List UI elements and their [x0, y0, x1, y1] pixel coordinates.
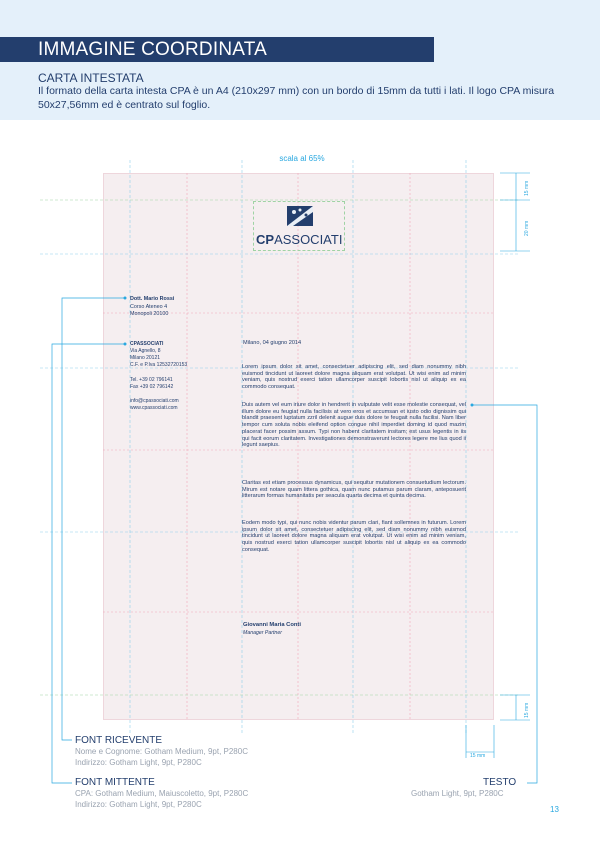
logo-text: [256, 232, 342, 247]
sender-city: Milano 20121: [130, 355, 161, 361]
sender-tel: Tel. +39 02 796141: [130, 377, 173, 383]
recipient-font-line-2: Indirizzo: Gotham Light, 9pt, P280C: [75, 758, 202, 767]
logo-prefix: CP: [256, 232, 275, 247]
sender-name: CPASSOCIATI: [130, 341, 164, 347]
sender-font-title: FONT MITTENTE: [75, 777, 155, 788]
dim-top-margin: 15 mm: [524, 180, 530, 196]
text-font-line-1: Gotham Light, 9pt, P280C: [411, 789, 504, 798]
recipient-address: Corso Ateneo 4: [130, 304, 168, 310]
sender-web: www.cpassociati.com: [130, 405, 178, 411]
scale-label: scala al 65%: [279, 154, 325, 163]
sender-font-line-1: CPA: Gotham Medium, Maiuscoletto, 9pt, P280C: [75, 789, 249, 798]
text-font-title: TESTO: [483, 777, 517, 788]
sender-vat: C.F. e P.Iva 12532720153: [130, 362, 188, 368]
dim-bottom-margin: 15 mm: [524, 702, 530, 718]
logo-mark-icon: [287, 206, 313, 226]
section-heading: CARTA INTESTATA: [38, 71, 144, 85]
sender-email: info@cpassociati.com: [130, 398, 179, 404]
recipient-name: Dott. Mario Rossi: [130, 296, 175, 302]
letter-paragraph-2: Duis autem vel eum iriure dolor in hendrerit in vulputate velit esse molestie consequat, vel illum dolore eu feugiat nulla facilisis at vero eros et accumsan et iusto odio dignissim qui blandit praesent luptatum zzril delenit augue duis dolore te feugait nulla facilisi. Nam liber tempor cum soluta nobis eleifend option congue nihil imperdiet doming id quod mazim placerat facer possim assum. Typi non habent claritatem insitam; est usus legentis in iis qui facit eorum claritatem. Investigationes demonstraverunt lectores legere me lius quod ii legunt saepius.: [242, 402, 466, 449]
recipient-font-title: FONT RICEVENTE: [75, 735, 163, 746]
dim-logo-height: 20 mm: [524, 220, 530, 236]
signature-role: Manager Partner: [243, 630, 282, 636]
sender-font-line-2: Indirizzo: Gotham Light, 9pt, P280C: [75, 800, 202, 809]
signature-name: Giovanni Maria Conti: [243, 622, 301, 628]
dimension-lines: [466, 173, 530, 758]
dim-side-margin: 15 mm: [470, 753, 486, 759]
intro-text: Il formato della carta intesta CPA è un A4 (210x297 mm) con un bordo di 15mm da tutti i lati. Il logo CPA misura 50x27,56mm ed è centrato sul foglio.: [38, 85, 555, 111]
sender-street: Via Agnello, 8: [130, 348, 161, 354]
recipient-font-line-1: Nome e Cognome: Gotham Medium, 9pt, P280C: [75, 747, 248, 756]
page-title: IMMAGINE COORDINATA: [38, 39, 267, 60]
letter-paragraph-1: Lorem ipsum dolor sit amet, consectetuer adipiscing elit, sed diam nonummy nibh euismod tincidunt ut laoreet dolore magna aliquam erat volutpat. Ut wisi enim ad minim veniam, quis nostrud exerci tation ullamcorper suscipit lobortis nisl ut aliquip ex ea commodo consequat.: [242, 364, 466, 391]
letter-paragraph-3: Claritas est etiam processus dynamicus, qui sequitur mutationem consuetudium lectorum. Mirum est notare quam littera gothica, quam nunc putamus parum claram, anteposuerit litterarum formas humanitatis per seacula quarta decima et quinta decima.: [242, 480, 466, 500]
letter-date: Milano, 04 giugno 2014: [243, 340, 302, 346]
letter-paragraph-4: Eodem modo typi, qui nunc nobis videntur parum clari, fiant sollemnes in futurum. Lorem ipsum dolor sit amet, consectetuer adipiscing elit, sed diam nonummy nibh euismod tincidunt ut laoreet dolore magna aliquam erat volutpat. Ut wisi enim ad minim veniam, quis nostrud exerci tation ullamcorper suscipit lobortis nisl ut aliquip ex ea commodo consequat.: [242, 520, 466, 553]
recipient-city: Monopoli 20100: [130, 311, 169, 317]
page-number: 13: [550, 805, 559, 814]
sender-fax: Fax +39 02 796142: [130, 384, 174, 390]
logo-suffix: ASSOCIATI: [274, 232, 343, 247]
